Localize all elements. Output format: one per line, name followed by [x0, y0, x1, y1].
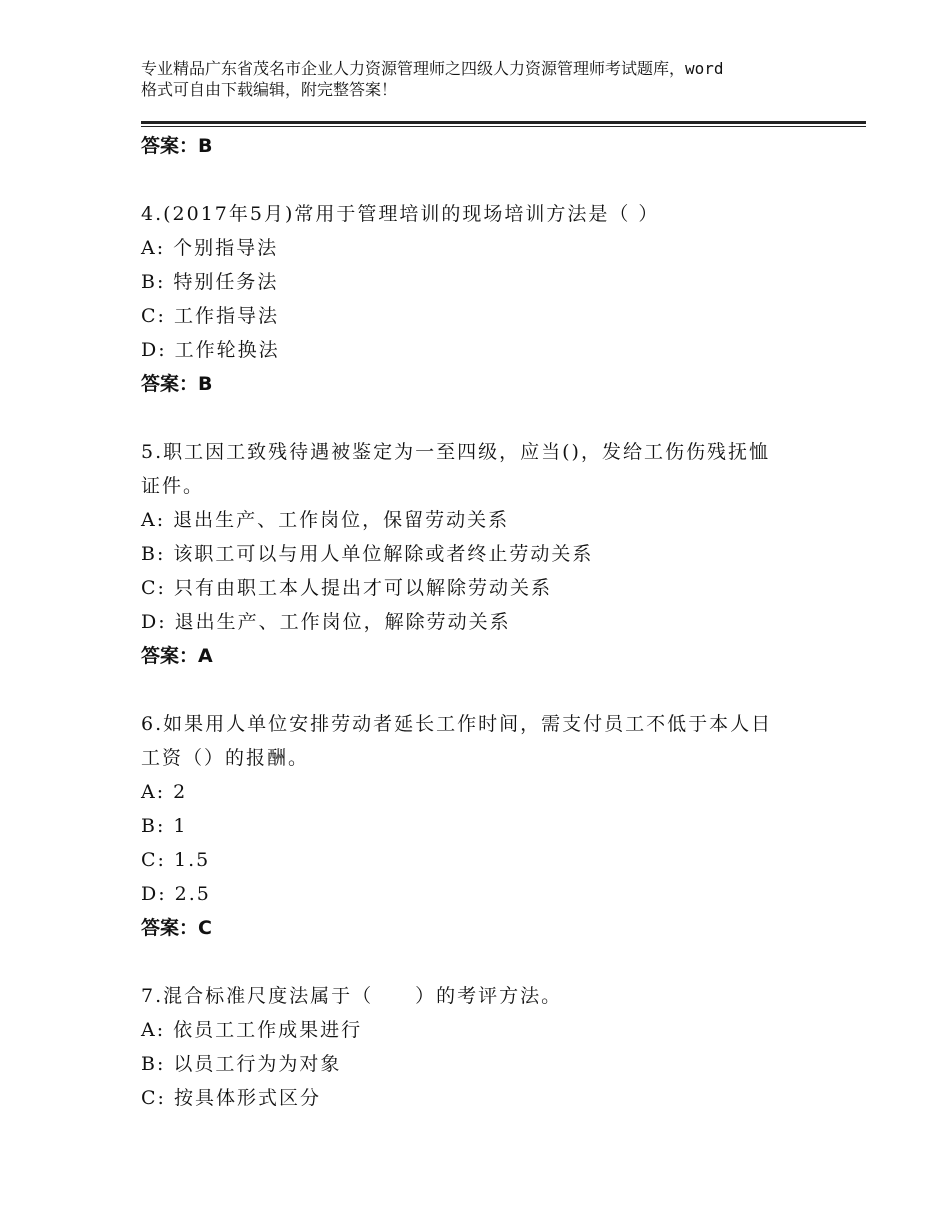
question-stem-continued: 证件。	[141, 475, 205, 497]
answer: 答案：A	[141, 645, 213, 667]
option-b: B: 1	[141, 815, 188, 837]
question-stem: 6.如果用人单位安排劳动者延长工作时间，需支付员工不低于本人日	[141, 713, 773, 735]
spacer	[141, 945, 841, 979]
question-7	[141, 979, 841, 1115]
header-rule-thick	[141, 121, 866, 124]
option-a: A: 退出生产、工作岗位，保留劳动关系	[141, 509, 510, 531]
option-d: D: 工作轮换法	[141, 339, 280, 361]
option-c: C: 只有由职工本人提出才可以解除劳动关系	[141, 577, 552, 599]
question-stem: 7.混合标准尺度法属于（ ）的考评方法。	[141, 985, 563, 1007]
option-b: B: 以员工行为为对象	[141, 1053, 342, 1075]
option-c: C: 工作指导法	[141, 305, 279, 327]
question-list	[141, 129, 841, 1115]
option-d: D: 退出生产、工作岗位，解除劳动关系	[141, 611, 511, 633]
option-b: B: 特别任务法	[141, 271, 279, 293]
option-a: A: 个别指导法	[141, 237, 279, 259]
option-b: B: 该职工可以与用人单位解除或者终止劳动关系	[141, 543, 594, 565]
option-a: A: 2	[141, 781, 188, 803]
question-stem-continued: 工资（）的报酬。	[141, 747, 310, 769]
option-d: D: 2.5	[141, 883, 211, 905]
question-stem: 5.职工因工致残待遇被鉴定为一至四级，应当()，发给工伤伤残抚恤	[141, 441, 770, 463]
header-line-1: 专业精品广东省茂名市企业人力资源管理师之四级人力资源管理师考试题库，word	[141, 59, 724, 78]
answer: 答案：C	[141, 917, 212, 939]
previous-answer: 答案：B	[141, 135, 213, 157]
question-stem: 4.(2017年5月)常用于管理培训的现场培训方法是（ ）	[141, 203, 660, 225]
question-4	[141, 197, 841, 401]
answer: 答案：B	[141, 373, 213, 395]
question-5	[141, 435, 841, 673]
option-a: A: 依员工工作成果进行	[141, 1019, 363, 1041]
header-line-2: 格式可自由下载编辑，附完整答案！	[141, 80, 398, 99]
header-rule-thin	[141, 126, 866, 127]
spacer	[141, 163, 841, 197]
spacer	[141, 673, 841, 707]
option-c: C: 1.5	[141, 849, 211, 871]
option-c: C: 按具体形式区分	[141, 1087, 321, 1109]
spacer	[141, 401, 841, 435]
document-header	[141, 58, 841, 100]
question-6	[141, 707, 841, 945]
